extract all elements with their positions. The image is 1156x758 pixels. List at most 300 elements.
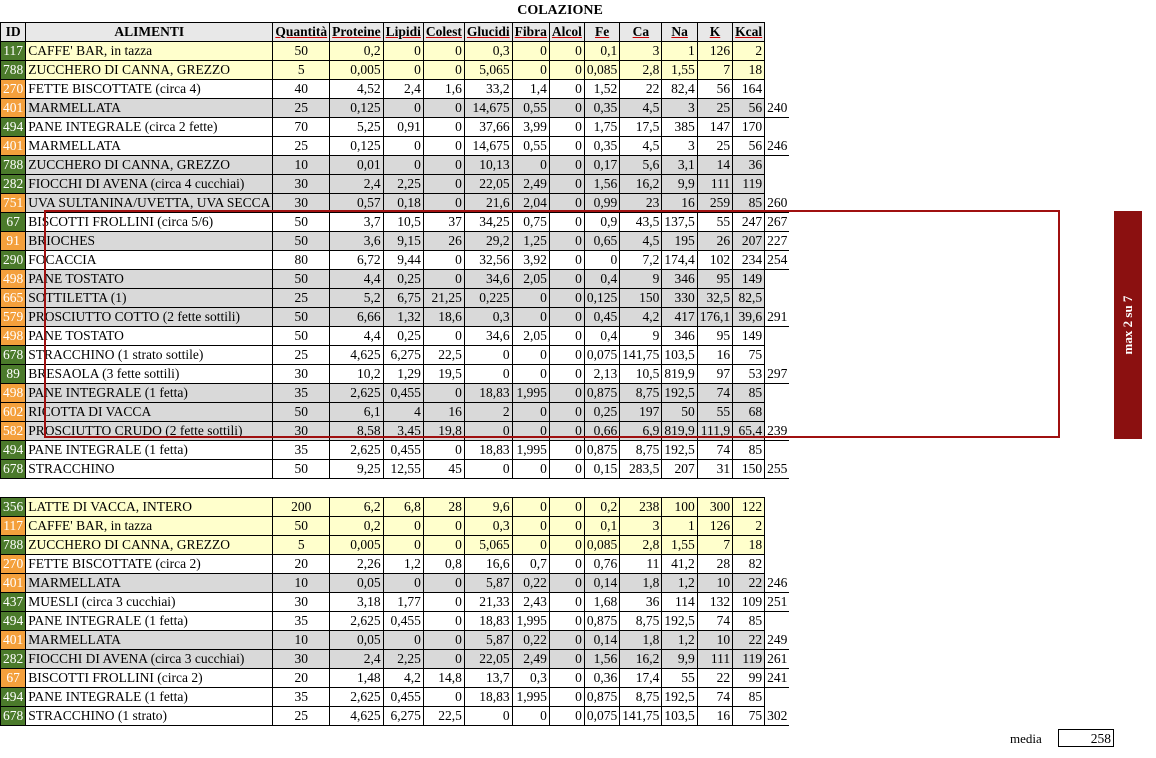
value-cell-p[interactable]: 10,2 [330, 365, 383, 384]
value-cell-g[interactable]: 18,83 [464, 441, 512, 460]
food-name-cell[interactable]: MARMELLATA [26, 137, 273, 156]
value-cell-ca[interactable]: 11 [620, 555, 662, 574]
value-cell-kcal[interactable]: 164 [733, 80, 765, 99]
value-cell-f[interactable]: 2,05 [512, 270, 549, 289]
value-cell-f[interactable]: 0,3 [512, 669, 549, 688]
value-cell-g[interactable]: 34,6 [464, 327, 512, 346]
value-cell-kcal[interactable]: 22 [733, 574, 765, 593]
value-cell-fe[interactable]: 0,36 [584, 669, 619, 688]
food-name-cell[interactable]: FIOCCHI DI AVENA (circa 4 cucchiai) [26, 175, 273, 194]
value-cell-na[interactable]: 207 [662, 460, 697, 479]
value-cell-p[interactable]: 4,625 [330, 346, 383, 365]
value-cell-a[interactable]: 0 [549, 422, 584, 441]
value-cell-g[interactable]: 22,05 [464, 650, 512, 669]
value-cell-q[interactable]: 25 [273, 137, 330, 156]
value-cell-a[interactable]: 0 [549, 498, 584, 517]
column-header[interactable]: Glucidi [464, 23, 512, 42]
value-cell-q[interactable]: 20 [273, 669, 330, 688]
value-cell-fe[interactable]: 0,125 [584, 289, 619, 308]
value-cell-l[interactable]: 0,91 [383, 118, 423, 137]
table-row[interactable] [1, 156, 790, 175]
value-cell-c[interactable]: 19,8 [423, 422, 464, 441]
table-row[interactable] [1, 650, 790, 669]
value-cell-g[interactable]: 21,6 [464, 194, 512, 213]
total-kcal-cell[interactable] [765, 498, 790, 517]
value-cell-p[interactable]: 2,625 [330, 688, 383, 707]
value-cell-k[interactable]: 26 [697, 232, 732, 251]
value-cell-l[interactable]: 0 [383, 42, 423, 61]
food-name-cell[interactable]: STRACCHINO (1 strato sottile) [26, 346, 273, 365]
value-cell-p[interactable]: 0,2 [330, 42, 383, 61]
column-header[interactable]: Na [662, 23, 697, 42]
column-header[interactable]: Quantità [273, 23, 330, 42]
table-row[interactable] [1, 612, 790, 631]
value-cell-a[interactable]: 0 [549, 631, 584, 650]
value-cell-a[interactable]: 0 [549, 251, 584, 270]
value-cell-l[interactable]: 2,4 [383, 80, 423, 99]
table-row[interactable] [1, 346, 790, 365]
value-cell-p[interactable]: 8,58 [330, 422, 383, 441]
value-cell-q[interactable]: 70 [273, 118, 330, 137]
value-cell-na[interactable]: 195 [662, 232, 697, 251]
value-cell-k[interactable]: 10 [697, 631, 732, 650]
food-name-cell[interactable]: FETTE BISCOTTATE (circa 2) [26, 555, 273, 574]
value-cell-q[interactable]: 30 [273, 175, 330, 194]
value-cell-kcal[interactable]: 18 [733, 536, 765, 555]
value-cell-k[interactable]: 259 [697, 194, 732, 213]
value-cell-kcal[interactable]: 22 [733, 631, 765, 650]
value-cell-q[interactable]: 40 [273, 80, 330, 99]
food-name-cell[interactable]: CAFFE' BAR, in tazza [26, 517, 273, 536]
value-cell-p[interactable]: 6,1 [330, 403, 383, 422]
value-cell-c[interactable]: 16 [423, 403, 464, 422]
value-cell-kcal[interactable]: 109 [733, 593, 765, 612]
value-cell-c[interactable]: 0 [423, 384, 464, 403]
table-row[interactable] [1, 517, 790, 536]
value-cell-l[interactable]: 0,455 [383, 612, 423, 631]
food-id-cell[interactable]: 282 [1, 650, 26, 669]
column-header[interactable]: Fibra [512, 23, 549, 42]
value-cell-a[interactable]: 0 [549, 99, 584, 118]
table-row[interactable] [1, 441, 790, 460]
value-cell-c[interactable]: 0 [423, 688, 464, 707]
value-cell-f[interactable]: 0,55 [512, 137, 549, 156]
value-cell-g[interactable]: 0 [464, 460, 512, 479]
value-cell-f[interactable]: 1,995 [512, 441, 549, 460]
total-kcal-cell[interactable]: 254 [765, 251, 790, 270]
value-cell-na[interactable]: 819,9 [662, 422, 697, 441]
value-cell-k[interactable]: 126 [697, 517, 732, 536]
value-cell-l[interactable]: 0 [383, 156, 423, 175]
value-cell-k[interactable]: 111,9 [697, 422, 732, 441]
value-cell-q[interactable]: 50 [273, 232, 330, 251]
food-name-cell[interactable]: STRACCHINO [26, 460, 273, 479]
value-cell-f[interactable]: 1,995 [512, 384, 549, 403]
food-id-cell[interactable]: 91 [1, 232, 26, 251]
value-cell-kcal[interactable]: 56 [733, 99, 765, 118]
value-cell-c[interactable]: 0 [423, 42, 464, 61]
table-row[interactable] [1, 631, 790, 650]
value-cell-kcal[interactable]: 85 [733, 612, 765, 631]
value-cell-ca[interactable]: 238 [620, 498, 662, 517]
value-cell-g[interactable]: 0 [464, 422, 512, 441]
value-cell-f[interactable]: 0 [512, 61, 549, 80]
value-cell-l[interactable]: 12,55 [383, 460, 423, 479]
value-cell-kcal[interactable]: 18 [733, 61, 765, 80]
food-id-cell[interactable]: 270 [1, 80, 26, 99]
value-cell-a[interactable]: 0 [549, 365, 584, 384]
value-cell-fe[interactable]: 0,085 [584, 61, 619, 80]
value-cell-q[interactable]: 30 [273, 593, 330, 612]
value-cell-l[interactable]: 1,2 [383, 555, 423, 574]
value-cell-kcal[interactable]: 149 [733, 327, 765, 346]
value-cell-f[interactable]: 1,995 [512, 612, 549, 631]
total-kcal-cell[interactable] [765, 612, 790, 631]
value-cell-a[interactable]: 0 [549, 346, 584, 365]
value-cell-kcal[interactable]: 85 [733, 194, 765, 213]
table-row[interactable] [1, 194, 790, 213]
value-cell-f[interactable]: 0 [512, 536, 549, 555]
total-kcal-cell[interactable] [765, 688, 790, 707]
value-cell-g[interactable]: 18,83 [464, 688, 512, 707]
value-cell-p[interactable]: 2,625 [330, 441, 383, 460]
value-cell-kcal[interactable]: 36 [733, 156, 765, 175]
value-cell-a[interactable]: 0 [549, 61, 584, 80]
value-cell-a[interactable]: 0 [549, 384, 584, 403]
value-cell-kcal[interactable]: 82,5 [733, 289, 765, 308]
value-cell-fe[interactable]: 2,13 [584, 365, 619, 384]
value-cell-f[interactable]: 0 [512, 460, 549, 479]
value-cell-ca[interactable]: 3 [620, 517, 662, 536]
value-cell-q[interactable]: 5 [273, 61, 330, 80]
total-kcal-cell[interactable]: 255 [765, 460, 790, 479]
value-cell-ca[interactable]: 16,2 [620, 175, 662, 194]
value-cell-c[interactable]: 0 [423, 441, 464, 460]
value-cell-g[interactable]: 37,66 [464, 118, 512, 137]
value-cell-f[interactable]: 1,995 [512, 688, 549, 707]
value-cell-l[interactable]: 0 [383, 137, 423, 156]
value-cell-p[interactable]: 0,05 [330, 631, 383, 650]
value-cell-c[interactable]: 21,25 [423, 289, 464, 308]
total-kcal-cell[interactable]: 260 [765, 194, 790, 213]
value-cell-ca[interactable]: 4,5 [620, 99, 662, 118]
value-cell-k[interactable]: 28 [697, 555, 732, 574]
value-cell-kcal[interactable]: 85 [733, 384, 765, 403]
value-cell-fe[interactable]: 0,25 [584, 403, 619, 422]
column-header[interactable]: K [697, 23, 732, 42]
food-id-cell[interactable]: 788 [1, 536, 26, 555]
value-cell-q[interactable]: 30 [273, 365, 330, 384]
value-cell-kcal[interactable]: 119 [733, 650, 765, 669]
value-cell-ca[interactable]: 1,8 [620, 574, 662, 593]
value-cell-l[interactable]: 0,18 [383, 194, 423, 213]
value-cell-a[interactable]: 0 [549, 593, 584, 612]
food-id-cell[interactable]: 582 [1, 422, 26, 441]
value-cell-k[interactable]: 55 [697, 403, 732, 422]
total-kcal-cell[interactable]: 302 [765, 707, 790, 726]
value-cell-ca[interactable]: 8,75 [620, 384, 662, 403]
value-cell-q[interactable]: 30 [273, 194, 330, 213]
value-cell-l[interactable]: 0,25 [383, 327, 423, 346]
value-cell-ca[interactable]: 6,9 [620, 422, 662, 441]
value-cell-na[interactable]: 192,5 [662, 688, 697, 707]
table-row[interactable] [1, 99, 790, 118]
value-cell-k[interactable]: 95 [697, 327, 732, 346]
value-cell-a[interactable]: 0 [549, 175, 584, 194]
value-cell-c[interactable]: 22,5 [423, 707, 464, 726]
value-cell-g[interactable]: 34,25 [464, 213, 512, 232]
value-cell-kcal[interactable]: 75 [733, 346, 765, 365]
value-cell-f[interactable]: 0 [512, 156, 549, 175]
total-kcal-cell[interactable] [765, 61, 790, 80]
value-cell-k[interactable]: 74 [697, 612, 732, 631]
value-cell-na[interactable]: 103,5 [662, 346, 697, 365]
total-kcal-cell[interactable] [765, 80, 790, 99]
column-header[interactable]: Colest [423, 23, 464, 42]
value-cell-q[interactable]: 25 [273, 346, 330, 365]
value-cell-kcal[interactable]: 2 [733, 42, 765, 61]
value-cell-fe[interactable]: 0,17 [584, 156, 619, 175]
value-cell-f[interactable]: 2,43 [512, 593, 549, 612]
value-cell-l[interactable]: 4 [383, 403, 423, 422]
value-cell-fe[interactable]: 1,68 [584, 593, 619, 612]
value-cell-l[interactable]: 1,29 [383, 365, 423, 384]
value-cell-na[interactable]: 137,5 [662, 213, 697, 232]
food-name-cell[interactable]: ZUCCHERO DI CANNA, GREZZO [26, 156, 273, 175]
total-kcal-cell[interactable] [765, 517, 790, 536]
value-cell-c[interactable]: 0 [423, 327, 464, 346]
value-cell-kcal[interactable]: 56 [733, 137, 765, 156]
value-cell-p[interactable]: 6,72 [330, 251, 383, 270]
food-id-cell[interactable]: 498 [1, 327, 26, 346]
value-cell-ca[interactable]: 23 [620, 194, 662, 213]
food-id-cell[interactable]: 678 [1, 460, 26, 479]
value-cell-ca[interactable]: 141,75 [620, 346, 662, 365]
value-cell-na[interactable]: 1 [662, 42, 697, 61]
value-cell-g[interactable]: 34,6 [464, 270, 512, 289]
value-cell-q[interactable]: 50 [273, 42, 330, 61]
food-name-cell[interactable]: PANE INTEGRALE (1 fetta) [26, 612, 273, 631]
food-id-cell[interactable]: 356 [1, 498, 26, 517]
total-kcal-cell[interactable]: 240 [765, 99, 790, 118]
total-kcal-cell[interactable] [765, 175, 790, 194]
value-cell-l[interactable]: 2,25 [383, 650, 423, 669]
table-row[interactable] [1, 213, 790, 232]
table-row[interactable] [1, 422, 790, 441]
value-cell-na[interactable]: 1,2 [662, 574, 697, 593]
food-name-cell[interactable]: SOTTILETTA (1) [26, 289, 273, 308]
value-cell-q[interactable]: 50 [273, 270, 330, 289]
value-cell-q[interactable]: 50 [273, 460, 330, 479]
value-cell-c[interactable]: 0 [423, 536, 464, 555]
food-name-cell[interactable]: STRACCHINO (1 strato) [26, 707, 273, 726]
value-cell-kcal[interactable]: 53 [733, 365, 765, 384]
value-cell-c[interactable]: 1,6 [423, 80, 464, 99]
value-cell-fe[interactable]: 0,14 [584, 631, 619, 650]
value-cell-na[interactable]: 1,55 [662, 536, 697, 555]
value-cell-c[interactable]: 0 [423, 61, 464, 80]
value-cell-g[interactable]: 22,05 [464, 175, 512, 194]
value-cell-q[interactable]: 10 [273, 156, 330, 175]
column-header[interactable]: Ca [620, 23, 662, 42]
value-cell-ca[interactable]: 3 [620, 42, 662, 61]
value-cell-c[interactable]: 0 [423, 251, 464, 270]
food-name-cell[interactable]: FOCACCIA [26, 251, 273, 270]
value-cell-fe[interactable]: 0,35 [584, 99, 619, 118]
value-cell-f[interactable]: 0 [512, 498, 549, 517]
value-cell-k[interactable]: 10 [697, 574, 732, 593]
value-cell-c[interactable]: 14,8 [423, 669, 464, 688]
value-cell-k[interactable]: 95 [697, 270, 732, 289]
value-cell-fe[interactable]: 0,2 [584, 498, 619, 517]
food-name-cell[interactable]: ZUCCHERO DI CANNA, GREZZO [26, 61, 273, 80]
value-cell-k[interactable]: 7 [697, 61, 732, 80]
value-cell-a[interactable]: 0 [549, 194, 584, 213]
value-cell-f[interactable]: 0 [512, 422, 549, 441]
value-cell-fe[interactable]: 0,075 [584, 346, 619, 365]
value-cell-g[interactable]: 13,7 [464, 669, 512, 688]
value-cell-na[interactable]: 192,5 [662, 612, 697, 631]
value-cell-k[interactable]: 74 [697, 688, 732, 707]
table-row[interactable] [1, 308, 790, 327]
value-cell-kcal[interactable]: 149 [733, 270, 765, 289]
value-cell-a[interactable]: 0 [549, 574, 584, 593]
value-cell-l[interactable]: 0,455 [383, 688, 423, 707]
food-name-cell[interactable]: PANE INTEGRALE (1 fetta) [26, 384, 273, 403]
value-cell-q[interactable]: 50 [273, 327, 330, 346]
value-cell-a[interactable]: 0 [549, 536, 584, 555]
value-cell-f[interactable]: 3,92 [512, 251, 549, 270]
food-name-cell[interactable]: FIOCCHI DI AVENA (circa 3 cucchiai) [26, 650, 273, 669]
total-kcal-cell[interactable] [765, 346, 790, 365]
table-row[interactable] [1, 498, 790, 517]
value-cell-c[interactable]: 0 [423, 574, 464, 593]
value-cell-fe[interactable]: 0,875 [584, 688, 619, 707]
value-cell-ca[interactable]: 22 [620, 80, 662, 99]
food-name-cell[interactable]: MARMELLATA [26, 631, 273, 650]
value-cell-a[interactable]: 0 [549, 137, 584, 156]
food-id-cell[interactable]: 494 [1, 688, 26, 707]
food-id-cell[interactable]: 494 [1, 612, 26, 631]
food-id-cell[interactable]: 270 [1, 555, 26, 574]
value-cell-ca[interactable]: 36 [620, 593, 662, 612]
value-cell-p[interactable]: 1,48 [330, 669, 383, 688]
value-cell-l[interactable]: 2,25 [383, 175, 423, 194]
food-name-cell[interactable]: RICOTTA DI VACCA [26, 403, 273, 422]
table-row[interactable] [1, 707, 790, 726]
value-cell-fe[interactable]: 0,45 [584, 308, 619, 327]
value-cell-a[interactable]: 0 [549, 308, 584, 327]
value-cell-p[interactable]: 0,01 [330, 156, 383, 175]
value-cell-fe[interactable]: 0,1 [584, 517, 619, 536]
table-row[interactable] [1, 688, 790, 707]
value-cell-k[interactable]: 111 [697, 650, 732, 669]
total-kcal-cell[interactable] [765, 536, 790, 555]
food-id-cell[interactable]: 678 [1, 346, 26, 365]
value-cell-kcal[interactable]: 247 [733, 213, 765, 232]
value-cell-f[interactable]: 0 [512, 707, 549, 726]
food-id-cell[interactable]: 401 [1, 574, 26, 593]
value-cell-g[interactable]: 16,6 [464, 555, 512, 574]
table-row[interactable] [1, 61, 790, 80]
value-cell-l[interactable]: 0 [383, 517, 423, 536]
value-cell-fe[interactable]: 0,4 [584, 327, 619, 346]
value-cell-l[interactable]: 1,77 [383, 593, 423, 612]
table-row[interactable] [1, 270, 790, 289]
value-cell-a[interactable]: 0 [549, 80, 584, 99]
value-cell-kcal[interactable]: 85 [733, 441, 765, 460]
food-name-cell[interactable]: UVA SULTANINA/UVETTA, UVA SECCA [26, 194, 273, 213]
table-row[interactable] [1, 555, 790, 574]
value-cell-na[interactable]: 819,9 [662, 365, 697, 384]
value-cell-p[interactable]: 2,26 [330, 555, 383, 574]
value-cell-f[interactable]: 2,05 [512, 327, 549, 346]
food-name-cell[interactable]: LATTE DI VACCA, INTERO [26, 498, 273, 517]
food-id-cell[interactable]: 67 [1, 213, 26, 232]
value-cell-na[interactable]: 55 [662, 669, 697, 688]
food-id-cell[interactable]: 89 [1, 365, 26, 384]
value-cell-c[interactable]: 37 [423, 213, 464, 232]
food-name-cell[interactable]: CAFFE' BAR, in tazza [26, 42, 273, 61]
value-cell-fe[interactable]: 1,56 [584, 175, 619, 194]
food-name-cell[interactable]: BISCOTTI FROLLINI (circa 2) [26, 669, 273, 688]
total-kcal-cell[interactable] [765, 270, 790, 289]
value-cell-g[interactable]: 29,2 [464, 232, 512, 251]
value-cell-a[interactable]: 0 [549, 555, 584, 574]
total-kcal-cell[interactable]: 239 [765, 422, 790, 441]
value-cell-l[interactable]: 0 [383, 61, 423, 80]
value-cell-a[interactable]: 0 [549, 441, 584, 460]
value-cell-k[interactable]: 74 [697, 384, 732, 403]
table-row[interactable] [1, 384, 790, 403]
value-cell-g[interactable]: 5,065 [464, 61, 512, 80]
value-cell-kcal[interactable]: 234 [733, 251, 765, 270]
value-cell-ca[interactable]: 4,2 [620, 308, 662, 327]
value-cell-k[interactable]: 31 [697, 460, 732, 479]
value-cell-na[interactable]: 330 [662, 289, 697, 308]
value-cell-c[interactable]: 0 [423, 631, 464, 650]
food-name-cell[interactable]: MARMELLATA [26, 574, 273, 593]
total-kcal-cell[interactable] [765, 441, 790, 460]
table-row[interactable] [1, 669, 790, 688]
food-id-cell[interactable]: 282 [1, 175, 26, 194]
value-cell-fe[interactable]: 0,085 [584, 536, 619, 555]
value-cell-fe[interactable]: 0,99 [584, 194, 619, 213]
value-cell-c[interactable]: 0 [423, 517, 464, 536]
value-cell-k[interactable]: 300 [697, 498, 732, 517]
value-cell-l[interactable]: 6,75 [383, 289, 423, 308]
value-cell-ca[interactable]: 9 [620, 327, 662, 346]
value-cell-l[interactable]: 0,455 [383, 441, 423, 460]
value-cell-l[interactable]: 6,275 [383, 346, 423, 365]
value-cell-k[interactable]: 16 [697, 707, 732, 726]
table-row[interactable] [1, 327, 790, 346]
column-header[interactable]: ID [1, 23, 26, 42]
value-cell-ca[interactable]: 1,8 [620, 631, 662, 650]
value-cell-fe[interactable]: 0,14 [584, 574, 619, 593]
value-cell-g[interactable]: 0 [464, 365, 512, 384]
value-cell-l[interactable]: 9,15 [383, 232, 423, 251]
value-cell-p[interactable]: 2,4 [330, 175, 383, 194]
value-cell-a[interactable]: 0 [549, 460, 584, 479]
value-cell-p[interactable]: 2,625 [330, 384, 383, 403]
value-cell-p[interactable]: 2,4 [330, 650, 383, 669]
value-cell-k[interactable]: 102 [697, 251, 732, 270]
value-cell-g[interactable]: 0 [464, 707, 512, 726]
total-kcal-cell[interactable]: 241 [765, 669, 790, 688]
value-cell-c[interactable]: 0 [423, 593, 464, 612]
food-id-cell[interactable]: 751 [1, 194, 26, 213]
